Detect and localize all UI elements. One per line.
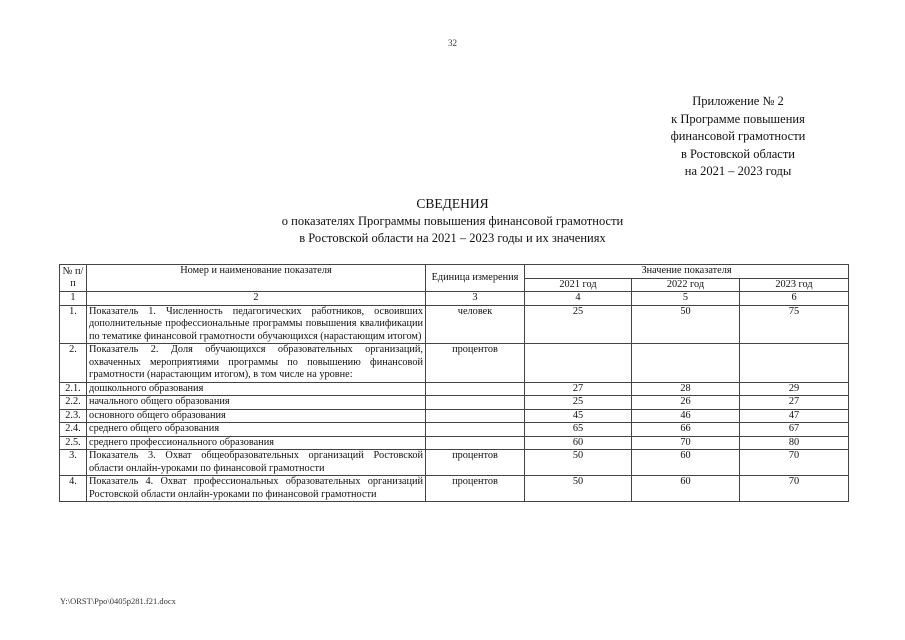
appendix-line: Приложение № 2 [692, 94, 784, 108]
row-number: 2.4. [60, 423, 87, 437]
column-number: 3 [426, 292, 525, 306]
page-number: 32 [448, 38, 457, 48]
header-row [60, 265, 849, 279]
appendix-line: финансовой грамотности [670, 129, 806, 143]
value-2023: 29 [740, 382, 849, 396]
row-number: 1. [60, 305, 87, 344]
indicator-name: Показатель 2. Доля обучающихся образовательных организаций, охваченных мероприятиями программы по повышению финансовой грамотности (нарастающим итогом), в том числе на уровне: [87, 344, 426, 383]
unit-cell: процентов [426, 344, 525, 383]
value-2022: 46 [632, 409, 740, 423]
header-year-2023: 2023 год [740, 278, 849, 292]
column-numbers-row [60, 292, 849, 306]
indicator-name: Показатель 4. Охват профессиональных образовательных организаций Ростовской области онлайн-уроками по финансовой грамотности [87, 476, 426, 502]
table-row [60, 382, 849, 396]
value-2022: 26 [632, 396, 740, 410]
row-number: 4. [60, 476, 87, 502]
value-2023: 70 [740, 450, 849, 476]
header-unit: Единица измерения [426, 265, 525, 292]
table-row [60, 436, 849, 450]
indicator-name: основного общего образования [87, 409, 426, 423]
column-number: 4 [525, 292, 632, 306]
value-2023: 70 [740, 476, 849, 502]
header-value-group: Значение показателя [525, 265, 849, 279]
indicator-name: дошкольного образования [87, 382, 426, 396]
value-2022: 66 [632, 423, 740, 437]
row-number: 2.5. [60, 436, 87, 450]
value-2021: 65 [525, 423, 632, 437]
appendix-line: к Программе повышения [671, 111, 805, 126]
value-2022: 60 [632, 450, 740, 476]
value-2022: 60 [632, 476, 740, 502]
table-row [60, 305, 849, 344]
table-row [60, 423, 849, 437]
table-row [60, 450, 849, 476]
table-row [60, 396, 849, 410]
value-2023 [740, 344, 849, 383]
table-row [60, 476, 849, 502]
unit-cell: процентов [426, 476, 525, 502]
row-number: 2. [60, 344, 87, 383]
row-number: 2.1. [60, 382, 87, 396]
value-2021: 60 [525, 436, 632, 450]
appendix-line: в Ростовской области [681, 146, 795, 161]
title-line: в Ростовской области на 2021 – 2023 годы и их значениях [299, 231, 606, 245]
table-row [60, 344, 849, 383]
appendix-note [638, 93, 838, 181]
unit-cell: человек [426, 305, 525, 344]
value-2023: 80 [740, 436, 849, 450]
title-heading: СВЕДЕНИЯ [416, 196, 489, 211]
value-2023: 27 [740, 396, 849, 410]
header-name: Номер и наименование показателя [87, 265, 426, 292]
unit-cell: процентов [426, 450, 525, 476]
header-year-2021: 2021 год [525, 278, 632, 292]
header-num: № п/п [60, 265, 87, 292]
value-2021 [525, 344, 632, 383]
document-title [0, 195, 905, 248]
value-2023: 75 [740, 305, 849, 344]
title-line: о показателях Программы повышения финансовой грамотности [281, 213, 624, 228]
column-number: 2 [87, 292, 426, 306]
indicator-name: среднего профессионального образования [87, 436, 426, 450]
row-number: 2.3. [60, 409, 87, 423]
row-number: 2.2. [60, 396, 87, 410]
column-number: 5 [632, 292, 740, 306]
value-2022 [632, 344, 740, 383]
appendix-line: на 2021 – 2023 годы [684, 164, 792, 178]
value-2022: 28 [632, 382, 740, 396]
value-2023: 67 [740, 423, 849, 437]
unit-cell [426, 409, 525, 423]
unit-cell [426, 396, 525, 410]
value-2022: 70 [632, 436, 740, 450]
column-number: 6 [740, 292, 849, 306]
indicator-name: Показатель 3. Охват общеобразовательных организаций Ростовской области онлайн-уроками по финансовой грамотности [87, 450, 426, 476]
header-year-2022: 2022 год [632, 278, 740, 292]
indicators-table [59, 264, 849, 502]
value-2021: 50 [525, 476, 632, 502]
table-row [60, 409, 849, 423]
indicator-name: Показатель 1. Численность педагогических работников, освоивших дополнительные профессиональные программы повышения квалификации по тематике финансовой грамотности обучающихся (нарастающим итогом) [87, 305, 426, 344]
indicator-name: среднего общего образования [87, 423, 426, 437]
value-2023: 47 [740, 409, 849, 423]
file-path-footer: Y:\ORST\Ppo\0405p281.f21.docx [60, 596, 176, 606]
value-2021: 25 [525, 305, 632, 344]
row-number: 3. [60, 450, 87, 476]
column-number: 1 [60, 292, 87, 306]
unit-cell [426, 382, 525, 396]
value-2022: 50 [632, 305, 740, 344]
value-2021: 27 [525, 382, 632, 396]
value-2021: 50 [525, 450, 632, 476]
unit-cell [426, 423, 525, 437]
indicator-name: начального общего образования [87, 396, 426, 410]
unit-cell [426, 436, 525, 450]
value-2021: 25 [525, 396, 632, 410]
value-2021: 45 [525, 409, 632, 423]
